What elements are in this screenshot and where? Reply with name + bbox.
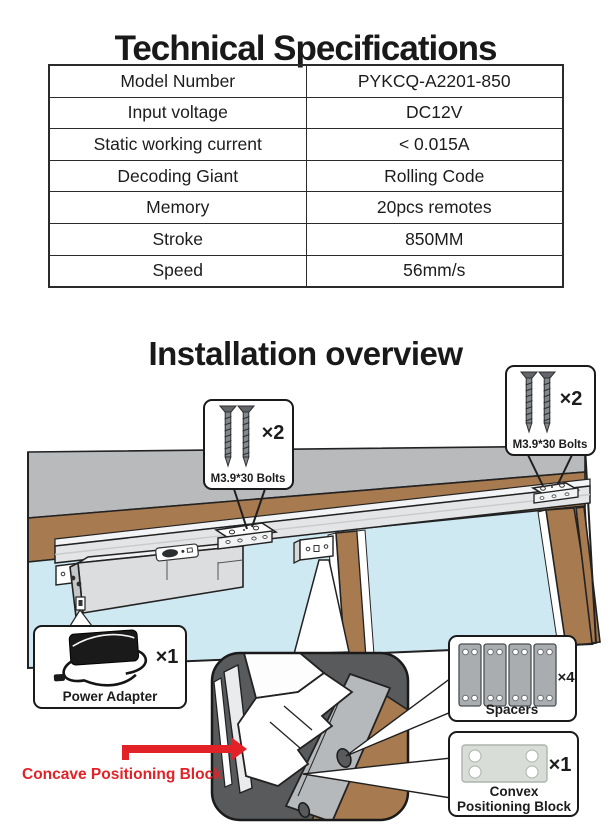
spec-label-cell: Speed — [49, 255, 306, 287]
installation-diagram — [0, 360, 611, 835]
power-adapter-callout — [34, 626, 186, 708]
spacers-qty: ×4 — [557, 669, 575, 686]
spec-value-cell: 850MM — [306, 223, 563, 255]
spec-label-cell: Stroke — [49, 223, 306, 255]
section-title: Installation overview — [148, 335, 463, 373]
spec-value-cell: PYKCQ-A2201-850 — [306, 65, 563, 97]
spec-label-cell: Input voltage — [49, 97, 306, 129]
spec-value-cell: < 0.015A — [306, 129, 563, 161]
bolts-left-label: M3.9*30 Bolts — [210, 473, 286, 485]
spec-value-cell: 56mm/s — [306, 255, 563, 287]
spacers-label: Spacers — [485, 702, 539, 717]
bolts-right-qty: ×2 — [559, 388, 583, 410]
convex-block-label-2: Positioning Block — [456, 799, 572, 814]
spec-value-cell: 20pcs remotes — [306, 192, 563, 224]
convex-block-qty: ×1 — [548, 754, 572, 776]
table-row — [49, 160, 563, 192]
spec-label-cell: Memory — [49, 192, 306, 224]
convex-block-icon — [462, 745, 547, 782]
spec-label-cell: Model Number — [49, 65, 306, 97]
spec-table — [48, 64, 564, 288]
table-row — [49, 255, 563, 287]
power-adapter-qty: ×1 — [155, 646, 179, 668]
spec-label-cell: Static working current — [49, 129, 306, 161]
spacer-plate-icon — [459, 644, 481, 706]
spacers-callout — [449, 636, 576, 721]
bolts-right-label: M3.9*30 Bolts — [512, 439, 588, 451]
spec-value-cell: Rolling Code — [306, 160, 563, 192]
bolts-left-qty: ×2 — [261, 422, 285, 444]
table-row — [49, 129, 563, 161]
convex-block-label-1: Convex — [489, 784, 539, 799]
spacer-plate-icon — [509, 644, 531, 706]
spacer-plate-icon — [484, 644, 506, 706]
spec-label-cell: Decoding Giant — [49, 160, 306, 192]
table-row — [49, 97, 563, 129]
table-row — [49, 192, 563, 224]
power-adapter-label: Power Adapter — [62, 689, 158, 704]
antenna-knob — [77, 582, 82, 587]
page-title: Technical Specifications — [114, 29, 497, 69]
table-row — [49, 223, 563, 255]
convex-block-callout — [449, 732, 578, 816]
spec-value-cell: DC12V — [306, 97, 563, 129]
concave-block-label: Concave Positioning Block — [22, 766, 222, 783]
table-row — [49, 65, 563, 97]
spacer-plate-icon — [534, 644, 556, 706]
antenna-knob — [71, 576, 76, 581]
